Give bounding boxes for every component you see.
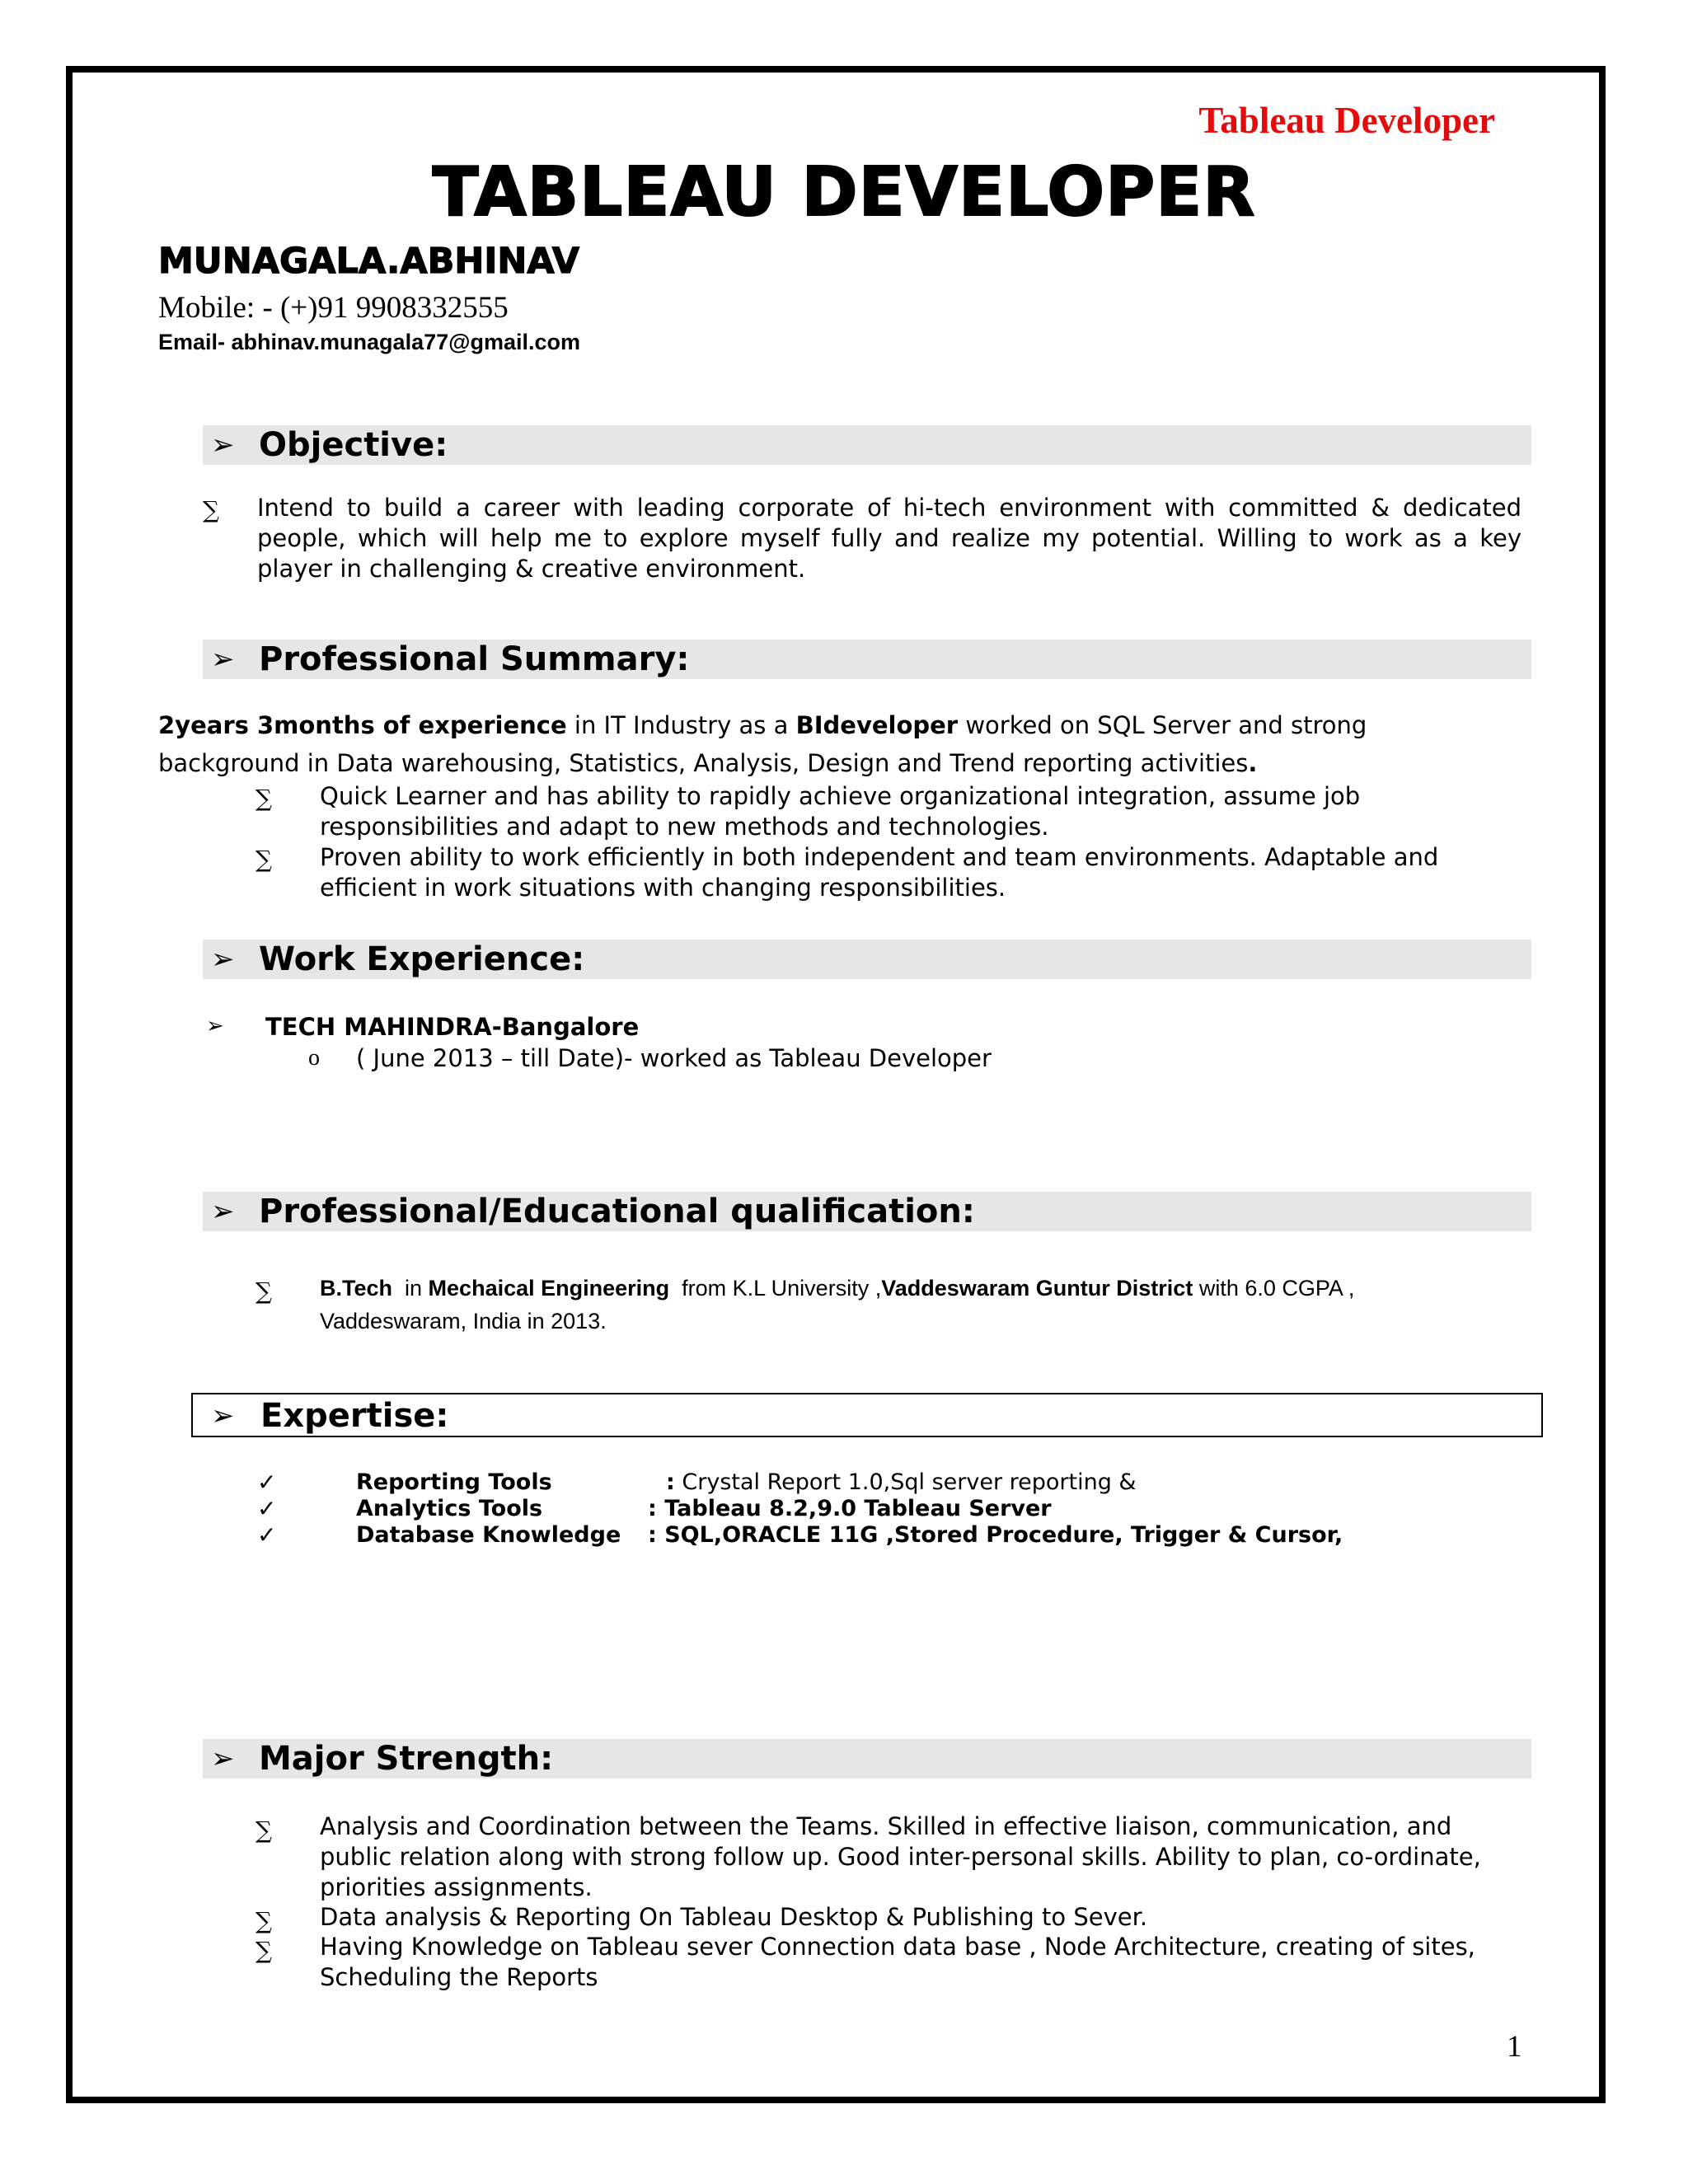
- university-location: Vaddeswaram Guntur District: [881, 1276, 1193, 1301]
- expertise-label: Reporting Tools: [356, 1469, 552, 1495]
- arrowhead-bullet-icon: ➢: [211, 1399, 235, 1432]
- experience-duration: 2years 3months of experience: [158, 711, 567, 739]
- checkmark-icon: ✓: [257, 1495, 277, 1522]
- expertise-colon: :: [648, 1522, 657, 1548]
- strength-bullet-2: Data analysis & Reporting On Tableau Desktop & Publishing to Sever.: [320, 1903, 1148, 1931]
- section-title: Professional Summary:: [259, 640, 690, 678]
- sigma-bullet-icon: ∑: [203, 496, 219, 523]
- section-header-education: [203, 1192, 1531, 1231]
- sigma-bullet-icon: ∑: [256, 1937, 272, 1964]
- arrowhead-bullet-icon: ➢: [206, 1014, 224, 1038]
- page-title: TABLEAU DEVELOPER: [432, 153, 1256, 232]
- branch: Mechaical Engineering: [428, 1276, 670, 1301]
- education-text: in: [392, 1276, 429, 1301]
- section-header-work-experience: [203, 940, 1531, 979]
- section-header-objective: [203, 425, 1531, 465]
- sigma-bullet-icon: ∑: [256, 785, 272, 812]
- company-name: TECH MAHINDRA-Bangalore: [265, 1013, 640, 1041]
- page-number: 1: [1507, 2030, 1522, 2064]
- section-title: Professional/Educational qualification:: [259, 1193, 975, 1230]
- expertise-value-text: SQL,ORACLE 11G ,Stored Procedure, Trigger & Cursor,: [656, 1522, 1343, 1548]
- header-role-label: Tableau Developer: [1198, 100, 1495, 141]
- expertise-colon: :: [666, 1469, 675, 1495]
- objective-text: Intend to build a career with leading corporate of hi-tech environment with committed & dedicated people, which will help me to explore myself fully and realize my potential. Willing to work as a key player in challenging & creative environment.: [257, 494, 1522, 583]
- summary-intro-period: .: [1248, 749, 1258, 777]
- section-header-professional-summary: [203, 640, 1531, 679]
- arrowhead-bullet-icon: ➢: [211, 429, 235, 462]
- work-role-period: ( June 2013 – till Date)- worked as Tableau Developer: [356, 1044, 992, 1072]
- sigma-bullet-icon: ∑: [256, 846, 272, 873]
- sigma-bullet-icon: ∑: [256, 1907, 272, 1934]
- summary-intro-line-1: [158, 710, 1367, 741]
- expertise-label: Database Knowledge: [356, 1522, 621, 1548]
- section-title: Work Experience:: [259, 940, 585, 978]
- strength-bullet-1: Analysis and Coordination between the Teams. Skilled in effective liaison, communication, and public relation along with strong follow up. Good inter-personal skills. Ability to plan, co-ordinate, priorities assignments.: [320, 1812, 1481, 1901]
- section-title: Major Strength:: [259, 1740, 554, 1778]
- section-title: Expertise:: [260, 1397, 449, 1435]
- summary-intro-text: background in Data warehousing, Statistics, Analysis, Design and Trend reporting activities: [158, 749, 1249, 777]
- section-header-major-strength: [203, 1739, 1531, 1779]
- page-border: [66, 66, 1606, 2103]
- expertise-label: Analytics Tools: [356, 1496, 543, 1521]
- education-line-2: Vaddeswaram, India in 2013.: [320, 1309, 607, 1333]
- summary-bullet-1: Quick Learner and has ability to rapidly achieve organizational integration, assume job responsibilities and adapt to new methods and technologies.: [320, 782, 1361, 841]
- summary-intro-text: worked on SQL Server and strong: [958, 711, 1367, 739]
- section-header-expertise: [191, 1393, 1543, 1437]
- expertise-value-text: Crystal Report 1.0,Sql server reporting &: [674, 1469, 1137, 1495]
- education-text: with 6.0 CGPA ,: [1193, 1276, 1355, 1301]
- education-line-1: [320, 1276, 1354, 1301]
- contact-mobile: Mobile: - (+)91 9908332555: [158, 291, 509, 325]
- education-text: from K.L University ,: [669, 1276, 882, 1301]
- circle-bullet-icon: o: [308, 1045, 320, 1071]
- job-role: BIdeveloper: [795, 711, 959, 739]
- expertise-value: [648, 1520, 1343, 1550]
- candidate-name: MUNAGALA.ABHINAV: [158, 241, 580, 282]
- expertise-value-text: Tableau 8.2,9.0 Tableau Server: [656, 1496, 1052, 1521]
- contact-email: Email- abhinav.munagala77@gmail.com: [158, 330, 580, 354]
- arrowhead-bullet-icon: ➢: [211, 943, 235, 976]
- arrowhead-bullet-icon: ➢: [211, 643, 235, 676]
- arrowhead-bullet-icon: ➢: [211, 1742, 235, 1775]
- sigma-bullet-icon: ∑: [256, 1816, 272, 1844]
- section-title: Objective:: [259, 426, 448, 464]
- arrowhead-bullet-icon: ➢: [211, 1195, 235, 1228]
- expertise-colon: :: [648, 1496, 657, 1521]
- summary-intro-line-2: [158, 748, 1257, 779]
- sigma-bullet-icon: ∑: [256, 1277, 272, 1305]
- checkmark-icon: ✓: [257, 1469, 277, 1496]
- summary-intro-text: in IT Industry as a: [566, 711, 796, 739]
- checkmark-icon: ✓: [257, 1521, 277, 1549]
- degree: B.Tech: [320, 1276, 393, 1301]
- summary-bullet-2: Proven ability to work efficiently in both independent and team environments. Adaptable and efficient in work situations with changing responsibilities.: [320, 843, 1439, 902]
- strength-bullet-3: Having Knowledge on Tableau sever Connection data base , Node Architecture, creating of sites, Scheduling the Reports: [320, 1933, 1475, 1991]
